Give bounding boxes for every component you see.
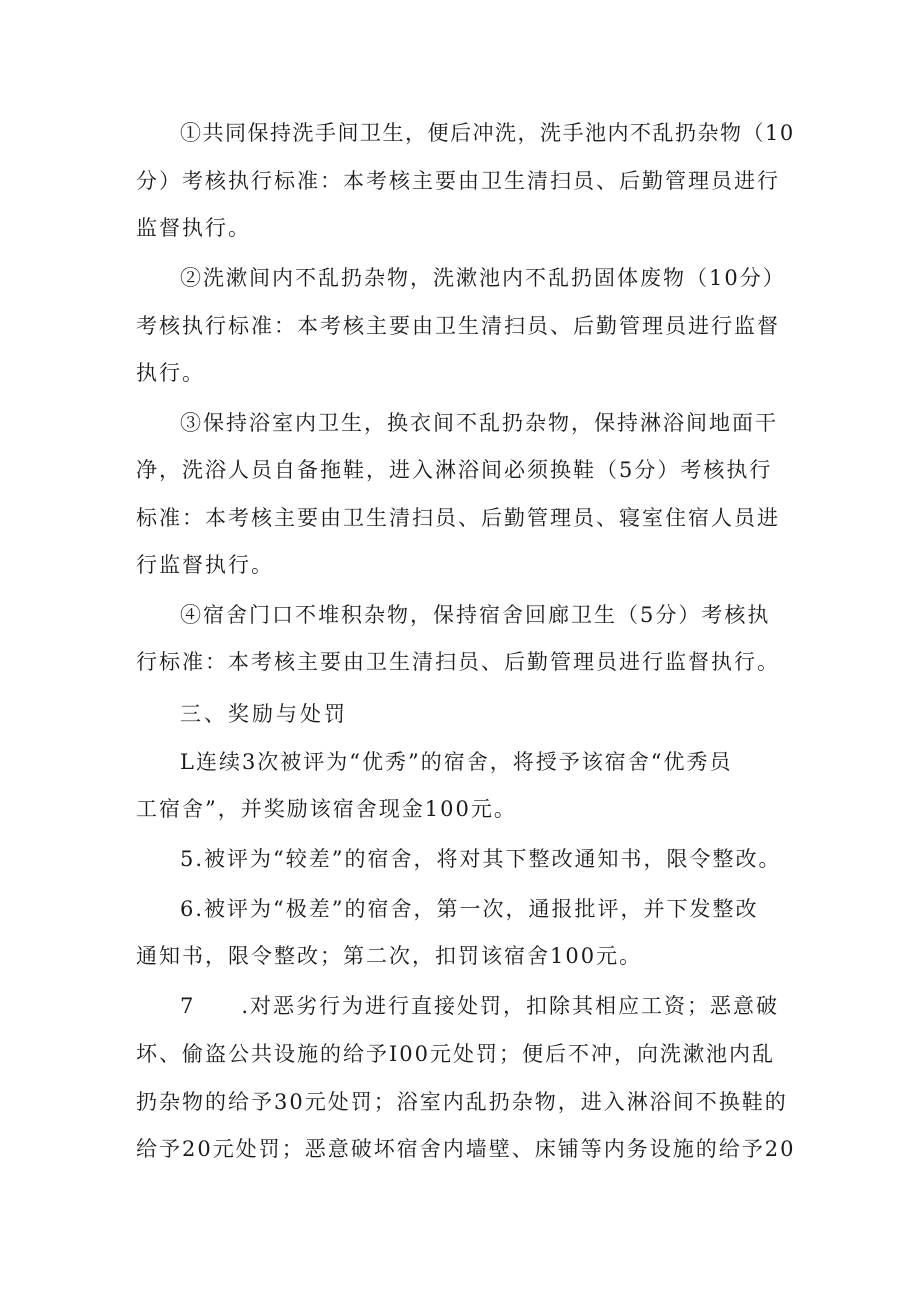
text-line: 执行。	[136, 361, 205, 385]
text-line: 坏、偷盗公共设施的给予I00元处罚；便后不冲，向洗漱池内乱	[136, 1042, 776, 1066]
text-line: 监督执行。	[136, 216, 251, 240]
text-line: 扔杂物的给予30元处罚；浴室内乱扔杂物，进入淋浴间不换鞋的	[136, 1090, 788, 1114]
text-line: ②洗漱间内不乱扔杂物，洗漱池内不乱扔固体废物（10分）	[180, 266, 786, 290]
text-line: 分）考核执行标准：本考核主要由卫生清扫员、后勤管理员进行	[136, 169, 780, 193]
text-line: 考核执行标准：本考核主要由卫生清扫员、后勤管理员进行监督	[136, 314, 780, 338]
text-line: 5.被评为“较差”的宿舍，将对其下整改通知书，限令整改。	[180, 847, 782, 871]
text-line: 工宿舍”，并奖励该宿舍现金100元。	[136, 797, 517, 821]
text-line: 行监督执行。	[136, 553, 274, 577]
text-line: 6.被评为“极差”的宿舍，第一次，通报批评，并下发整改	[180, 897, 759, 921]
text-line: 给予20元处罚；恶意破坏宿舍内墙壁、床铺等内务设施的给予20	[136, 1137, 796, 1161]
text-line: ③保持浴室内卫生，换衣间不乱扔杂物，保持淋浴间地面干	[180, 411, 778, 435]
section-heading: 三、奖励与处罚	[180, 702, 348, 726]
text-line: 通知书，限令整改；第二次，扣罚该宿舍100元。	[136, 944, 643, 968]
text-line: 行标准：本考核主要由卫生清扫员、后勤管理员进行监督执行。	[136, 650, 780, 674]
text-line: ④宿舍门口不堆积杂物，保持宿舍回廊卫生（5分）考核执	[180, 603, 771, 627]
text-line: L连续3次被评为“优秀”的宿舍，将授予该宿舍“优秀员	[180, 750, 733, 774]
text-line: 标准：本考核主要由卫生清扫员、后勤管理员、寝室住宿人员进	[136, 506, 780, 530]
text-line: ①共同保持洗手间卫生，便后冲洗，洗手池内不乱扔杂物（10	[180, 121, 795, 145]
text-line: 净，洗浴人员自备拖鞋，进入淋浴间必须换鞋（5分）考核执行	[136, 458, 773, 482]
text-line: 7 .对恶劣行为进行直接处罚，扣除其相应工资；恶意破	[180, 994, 780, 1018]
